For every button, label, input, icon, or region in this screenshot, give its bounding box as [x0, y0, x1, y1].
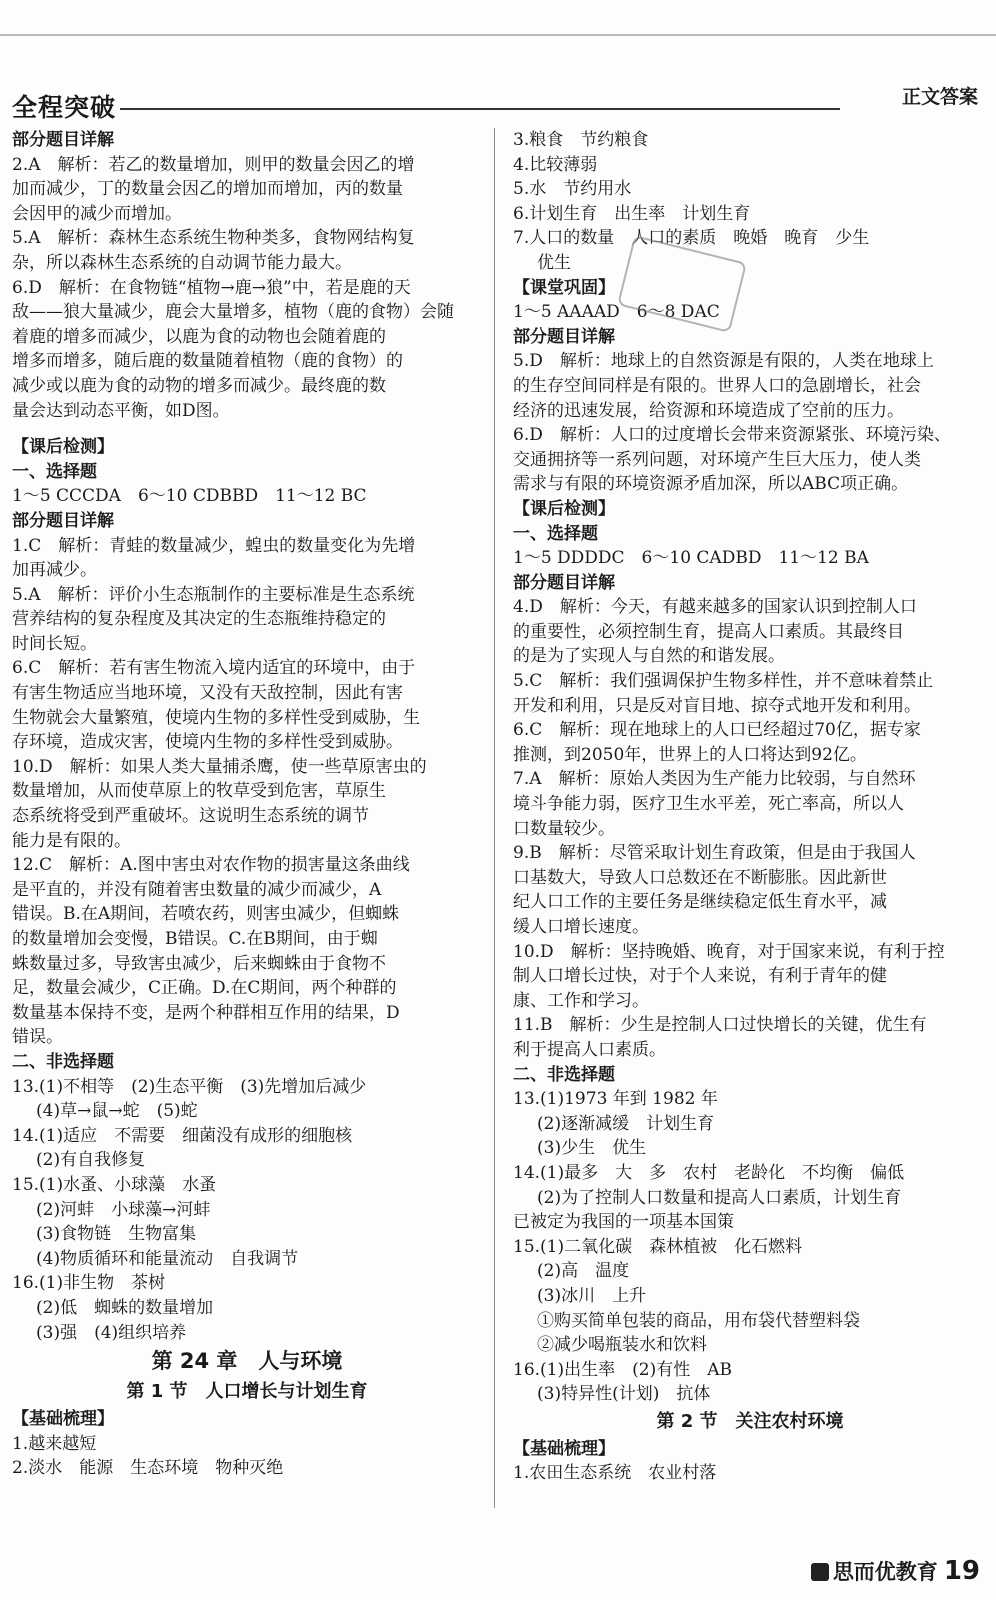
text-line: ②减少喝瓶装水和饮料	[537, 1335, 707, 1356]
text-line: 缓人口增长速度。	[513, 917, 649, 937]
text-line: 14.(1)适应 不需要 细菌没有成形的细胞核	[12, 1125, 353, 1146]
header-rule	[120, 108, 840, 110]
text-line: 部分题目详解	[513, 572, 615, 593]
text-line: (4)草→鼠→蛇 (5)蛇	[36, 1101, 198, 1122]
text-line: (4)物质循环和能量流动 自我调节	[36, 1248, 299, 1269]
text-line: 10.D 解析：坚持晚婚、晚育，对于国家来说，有利于控	[513, 941, 945, 962]
section-heading: 第 1 节 人口增长与计划生育	[126, 1381, 368, 1403]
text-line: 4.D 解析：今天，有越来越多的国家认识到控制人口	[513, 597, 917, 618]
page-number: 19	[943, 1556, 980, 1586]
text-line: 交通拥挤等一系列问题，对环境产生巨大压力，使人类	[513, 449, 921, 470]
brand-logo: 全程突破	[12, 93, 117, 122]
text-line: 一、选择题	[12, 461, 97, 482]
text-line: 利于提高人口素质。	[513, 1039, 666, 1060]
text-line: 的数量增加会变慢，B错误。C.在B期间，由于蜘	[12, 929, 378, 949]
text-line: 1～5 DDDDC 6～10 CADBD 11～12 BA	[513, 548, 869, 569]
text-line: 错误。B.在A期间，若喷农药，则害虫减少，但蜘蛛	[12, 904, 400, 925]
text-line: 6.D 解析：人口的过度增长会带来资源紧张、环境污染、	[513, 425, 951, 446]
text-line: 16.(1)出生率 (2)有性 AB	[513, 1359, 732, 1380]
text-line: 10.D 解析：如果人类大量捕杀鹰，使一些草原害虫的	[12, 756, 427, 777]
chapter-heading: 第 24 章 人与环境	[151, 1349, 343, 1374]
text-line: 【课后检测】	[12, 437, 114, 458]
text-line: 部分题目详解	[513, 326, 615, 347]
text-line: (2)有自我修复	[36, 1150, 146, 1171]
text-line: 3.粮食 节约粮食	[513, 130, 649, 150]
text-line: 着鹿的增多而减少，以鹿为食的动物也会随着鹿的	[12, 326, 386, 347]
text-line: (2)河蚌 小球藻→河蚌	[36, 1199, 211, 1220]
text-line: 5.C 解析：我们强调保护生物多样性，并不意味着禁止	[513, 671, 934, 692]
section-heading: 第 2 节 关注农村环境	[656, 1410, 844, 1432]
text-line: 口数量较少。	[513, 818, 615, 839]
column-divider	[494, 128, 495, 1508]
text-line: 优生	[537, 252, 571, 273]
text-line: 错误。	[12, 1027, 63, 1048]
text-line: (2)高 温度	[537, 1261, 630, 1282]
text-line: 足，数量会减少，C正确。D.在C期间，两个种群的	[12, 978, 397, 999]
text-line: 杂，所以森林生态系统的自动调节能力最大。	[12, 252, 352, 273]
text-line: 已被定为我国的一项基本国策	[513, 1212, 734, 1233]
text-line: 【课后检测】	[513, 498, 615, 519]
text-line: 量会达到动态平衡，如D图。	[12, 400, 230, 421]
text-line: 敌——狼大量减少，鹿会大量增多，植物（鹿的食物）会随	[12, 302, 454, 323]
text-line: (3)食物链 生物富集	[36, 1224, 197, 1245]
text-line: 有害生物适应当地环境，又没有天敌控制，因此有害	[12, 683, 403, 704]
text-line: ①购买简单包装的商品，用布袋代替塑料袋	[537, 1310, 860, 1331]
publisher-logo-icon	[811, 1563, 829, 1581]
text-line: 5.A 解析：评价小生态瓶制作的主要标准是生态系统	[12, 584, 415, 605]
text-line: 会因甲的减少而增加。	[12, 203, 182, 224]
text-line: 6.C 解析：现在地球上的人口已经超过70亿，据专家	[513, 720, 921, 741]
text-line: 2.淡水 能源 生态环境 物种灭绝	[12, 1458, 284, 1479]
text-line: (3)特异性(计划) 抗体	[537, 1384, 711, 1405]
spacer	[12, 423, 482, 435]
text-line: 13.(1)不相等 (2)生态平衡 (3)先增加后减少	[12, 1076, 367, 1097]
text-line: (2)为了控制人口数量和提高人口素质，计划生育	[537, 1187, 902, 1208]
top-rule	[0, 34, 996, 36]
text-line: 部分题目详解	[12, 510, 114, 531]
text-line: 5.水 节约用水	[513, 179, 632, 200]
text-line: 【基础梳理】	[513, 1438, 615, 1459]
text-line: 1～5 CCCDA 6～10 CDBBD 11～12 BC	[12, 486, 367, 507]
text-line: 7.人口的数量 人口的素质 晚婚 晚育 少生	[513, 228, 870, 249]
text-line: 的生存空间同样是有限的。世界人口的急剧增长，社会	[513, 375, 921, 396]
text-line: 二、非选择题	[513, 1064, 615, 1085]
text-line: 时间长短。	[12, 633, 97, 654]
text-line: 态系统将受到严重破坏。这说明生态系统的调节	[12, 806, 369, 827]
right-column	[513, 128, 987, 1486]
text-line: 需求与有限的环境资源矛盾加深，所以ABC项正确。	[513, 474, 909, 495]
page-footer	[811, 1556, 980, 1586]
text-line: 9.B 解析：尽管采取计划生育政策，但是由于我国人	[513, 843, 916, 864]
text-line: 【课堂巩固】	[513, 277, 615, 298]
text-line: 1.农田生态系统 农业村落	[513, 1463, 717, 1484]
text-line: 增多而增多，随后鹿的数量随着植物（鹿的食物）的	[12, 351, 403, 372]
text-line: 营养结构的复杂程度及其决定的生态瓶维持稳定的	[12, 609, 386, 630]
text-line: 减少或以鹿为食的动物的增多而减少。最终鹿的数	[12, 375, 386, 396]
text-line: 4.比较薄弱	[513, 154, 598, 175]
text-line: (3)冰川 上升	[537, 1285, 647, 1306]
left-column	[12, 128, 482, 1481]
text-line: 7.A 解析：原始人类因为生产能力比较弱，与自然环	[513, 769, 916, 790]
text-line: 的是为了实现人与自然的和谐发展。	[513, 646, 785, 667]
text-line: 6.D 解析：在食物链“植物→鹿→狼”中，若是鹿的天	[12, 277, 411, 298]
text-line: 的重要性，必须控制生育，提高人口素质。其最终目	[513, 621, 904, 642]
text-line: 制人口增长过快，对于个人来说，有利于青年的健	[513, 966, 887, 987]
text-line: 【基础梳理】	[12, 1409, 114, 1430]
text-line: 1.C 解析：青蛙的数量减少，蝗虫的数量变化为先增	[12, 535, 416, 556]
text-line: 2.A 解析：若乙的数量增加，则甲的数量会因乙的增	[12, 154, 415, 175]
text-line: 6.计划生育 出生率 计划生育	[513, 203, 751, 224]
text-line: 经济的迅速发展，给资源和环境造成了空前的压力。	[513, 400, 904, 421]
text-line: 纪人口工作的主要任务是继续稳定低生育水平，减	[513, 892, 887, 913]
text-line: 16.(1)非生物 茶树	[12, 1273, 166, 1294]
text-line: 14.(1)最多 大 多 农村 老龄化 不均衡 偏低	[513, 1162, 905, 1183]
text-line: 15.(1)水蚤、小球藻 水蚤	[12, 1174, 217, 1195]
text-line: 15.(1)二氧化碳 森林植被 化石燃料	[513, 1236, 803, 1257]
text-line: 11.B 解析：少生是控制人口过快增长的关键，优生有	[513, 1015, 927, 1036]
text-line: 1～5 AAAAD 6～8 DAC	[513, 302, 720, 323]
text-line: (2)逐渐减缓 计划生育	[537, 1113, 715, 1134]
text-line: 开发和利用，只是反对盲目地、掠夺式地开发和利用。	[513, 695, 921, 716]
text-line: 加再减少。	[12, 560, 97, 581]
text-line: (3)少生 优生	[537, 1138, 647, 1159]
text-line: 二、非选择题	[12, 1051, 114, 1072]
text-line: 生物就会大量繁殖，使境内生物的多样性受到威胁，生	[12, 707, 420, 728]
text-line: 12.C 解析：A.图中害虫对农作物的损害量这条曲线	[12, 855, 410, 876]
text-line: 数量基本保持不变，是两个种群相互作用的结果，D	[12, 1002, 400, 1023]
text-line: 部分题目详解	[12, 130, 114, 150]
text-line: 是平直的，并没有随着害虫数量的减少而减少，A	[12, 879, 382, 900]
text-line: (3)强 (4)组织培养	[36, 1322, 187, 1343]
text-line: 境斗争能力弱，医疗卫生水平差，死亡率高，所以人	[513, 794, 904, 815]
text-line: 6.C 解析：若有害生物流入境内适宜的环境中，由于	[12, 658, 416, 679]
text-line: 能力是有限的。	[12, 830, 131, 851]
text-line: 口基数大，导致人口总数还在不断膨胀。因此新世	[513, 867, 887, 888]
text-line: 推测，到2050年，世界上的人口将达到92亿。	[513, 744, 867, 765]
text-line: 5.A 解析：森林生态系统生物种类多，食物网结构复	[12, 228, 415, 249]
text-line: 13.(1)1973 年到 1982 年	[513, 1089, 718, 1110]
text-line: 蛛数量过多，导致害虫减少，后来蜘蛛由于食物不	[12, 953, 386, 974]
text-line: 存环境，造成灾害，使境内生物的多样性受到威胁。	[12, 732, 403, 753]
text-line: (2)低 蜘蛛的数量增加	[36, 1297, 214, 1318]
text-line: 康、工作和学习。	[513, 990, 649, 1011]
text-line: 数量增加，从而使草原上的牧草受到危害，草原生	[12, 781, 386, 802]
text-line: 1.越来越短	[12, 1433, 97, 1454]
text-line: 加而减少，丁的数量会因乙的增加而增加，丙的数量	[12, 179, 403, 200]
publisher-name: 思而优教育	[832, 1560, 938, 1584]
section-label: 正文答案	[901, 86, 978, 108]
text-line: 一、选择题	[513, 523, 598, 544]
text-line: 5.D 解析：地球上的自然资源是有限的，人类在地球上	[513, 351, 934, 372]
